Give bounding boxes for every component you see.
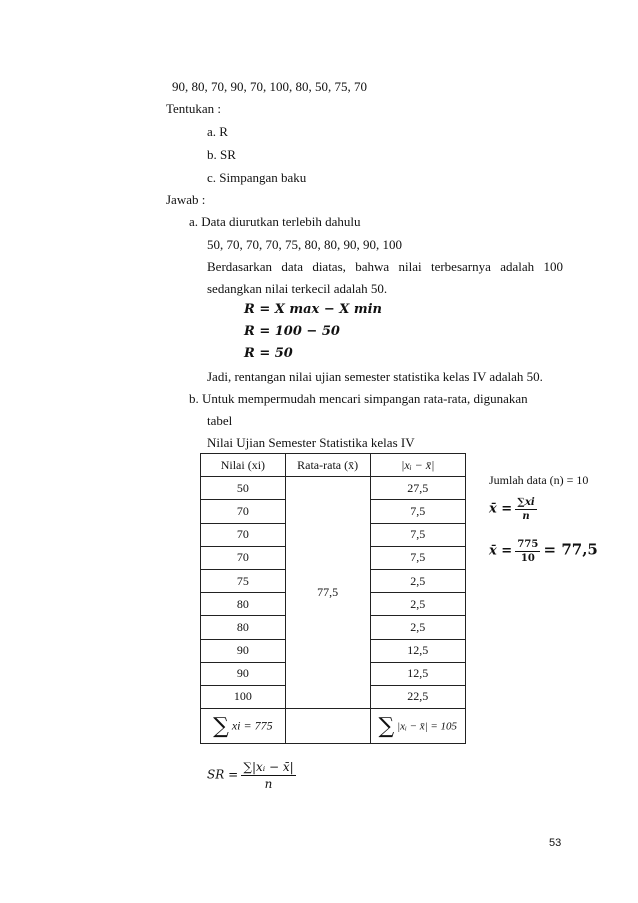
cell-value: 70: [201, 500, 286, 523]
cell-value: 70: [201, 523, 286, 546]
cell-deviation: 12,5: [370, 639, 465, 662]
formula-range-result: R = 50: [244, 346, 293, 361]
header-deviation: |xᵢ − x̄|: [370, 454, 465, 477]
word: bahwa: [355, 259, 390, 274]
cell-value: 50: [201, 477, 286, 500]
mean-result: x̄ = $\frac{775}{10}$ = 77,5: [489, 539, 598, 564]
word: terbesarnya: [430, 259, 491, 274]
sr-formula: SR = $\frac{\text{∑|xᵢ − x̄|}}{n}$: [207, 760, 294, 791]
cell-deviation: 7,5: [370, 523, 465, 546]
word: data: [281, 259, 303, 274]
cell-value: 75: [201, 569, 286, 592]
jawab-label: Jawab :: [166, 192, 206, 207]
cell-value: 90: [201, 639, 286, 662]
task-a: a. R: [207, 124, 228, 139]
cell-deviation: 27,5: [370, 477, 465, 500]
formula-range-sub: R = 100 − 50: [244, 324, 340, 339]
sigma-icon: ∑: [213, 713, 229, 739]
formula-range-def: R = X max − X min: [244, 302, 382, 317]
cell-value: 80: [201, 593, 286, 616]
cell-deviation: 2,5: [370, 616, 465, 639]
cell-mean: 77,5: [285, 477, 370, 709]
word: diatas,: [312, 259, 346, 274]
part-b-title-2: tabel: [207, 413, 233, 428]
page-number: 53: [549, 837, 562, 849]
part-b-title: b. Untuk mempermudah mencari simpangan rata-rata, digunakan: [189, 391, 528, 406]
part-a-title: a. Data diurutkan terlebih dahulu: [189, 214, 361, 229]
cell-value: 70: [201, 546, 286, 569]
table-header-row: [201, 454, 466, 477]
header-rata-rata: Rata-rata (x̄): [285, 454, 370, 477]
part-a-conclusion: Jadi, rentangan nilai ujian semester statistika kelas IV adalah 50.: [207, 369, 543, 384]
mean-formula: x̄ = $\frac{\sum xi}{n}$: [489, 497, 535, 522]
data-line: 90, 80, 70, 90, 70, 100, 80, 50, 75, 70: [172, 79, 367, 94]
cell-sum-x: ∑ xi = 775: [201, 709, 286, 744]
sigma-icon: ∑: [378, 713, 395, 739]
cell-sum-dev: ∑ |xᵢ − x̄| = 105: [370, 709, 465, 744]
cell-empty: [285, 709, 370, 744]
cell-deviation: 2,5: [370, 569, 465, 592]
part-a-line2: sedangkan nilai terkecil adalah 50.: [207, 281, 388, 296]
cell-value: 80: [201, 616, 286, 639]
deviation-table: [200, 453, 466, 744]
cell-deviation: 7,5: [370, 500, 465, 523]
cell-deviation: 22,5: [370, 685, 465, 708]
n-label: Jumlah data (n) = 10: [489, 473, 589, 487]
task-b: b. SR: [207, 147, 236, 162]
part-a-line1: [207, 259, 563, 275]
table-row: [201, 477, 466, 500]
word: adalah: [500, 259, 535, 274]
table-title: Nilai Ujian Semester Statistika kelas IV: [207, 435, 415, 450]
task-c: c. Simpangan baku: [207, 170, 307, 185]
word: nilai: [398, 259, 422, 274]
cell-deviation: 2,5: [370, 593, 465, 616]
cell-value: 90: [201, 662, 286, 685]
word: 100: [543, 259, 563, 274]
sorted-data: 50, 70, 70, 70, 75, 80, 80, 90, 90, 100: [207, 237, 402, 252]
cell-deviation: 7,5: [370, 546, 465, 569]
word: Berdasarkan: [207, 259, 272, 274]
cell-deviation: 12,5: [370, 662, 465, 685]
header-nilai: Nilai (xi): [201, 454, 286, 477]
tentukan-label: Tentukan :: [166, 101, 222, 116]
table-sum-row: [201, 709, 466, 744]
cell-value: 100: [201, 685, 286, 708]
